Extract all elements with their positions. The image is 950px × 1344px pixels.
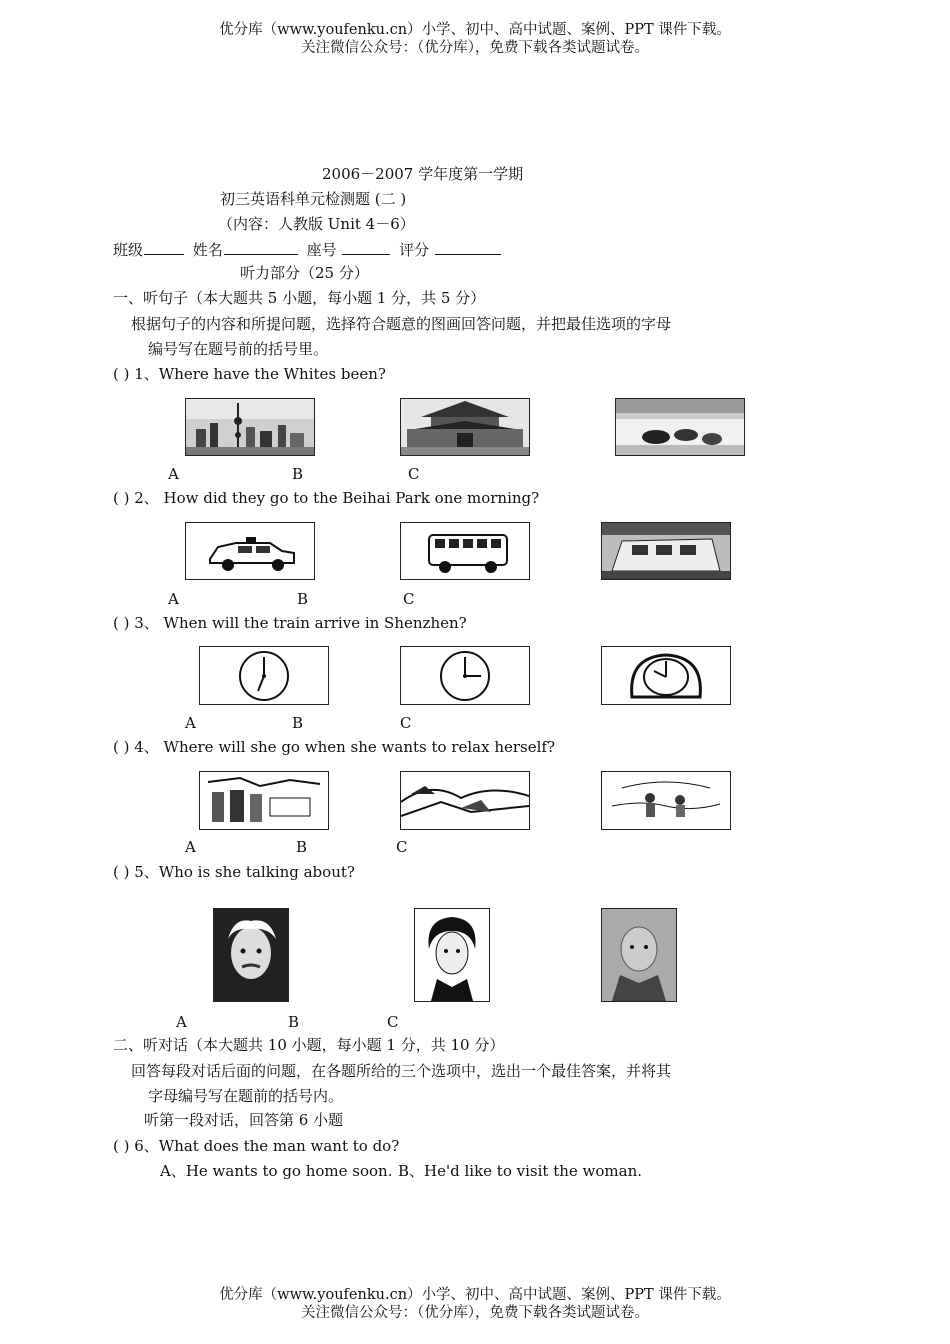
section1-instruction-1: 根据句子的内容和所提问题，选择符合题意的图画回答问题，并把最佳选项的字母 <box>131 315 672 333</box>
q4-option-c-beach-image <box>601 771 731 830</box>
q5-option-b-portrait-image <box>414 908 490 1002</box>
exam-year-title: 2006－2007 学年度第一学期 <box>322 165 524 183</box>
q2-option-b-label: B <box>297 590 309 608</box>
q2-option-c-label: C <box>403 590 415 608</box>
section2-instruction-1: 回答每段对话后面的问题，在各题所给的三个选项中，选出一个最佳答案，并将其 <box>131 1062 672 1080</box>
q1-option-b-tiananmen-image <box>400 398 530 456</box>
q2-option-a-label: A <box>168 590 179 608</box>
q5-option-c-portrait-image <box>601 908 677 1002</box>
q6-option-a: A、He wants to go home soon. <box>160 1162 393 1180</box>
q6-option-b: B、He'd like to visit the woman. <box>398 1162 642 1180</box>
q1-option-a-label: A <box>168 465 179 483</box>
q5-option-a-portrait-image <box>213 908 289 1002</box>
class-label: 班级 <box>113 241 144 259</box>
exam-subject-title: 初三英语科单元检测题 (二 ) <box>220 190 407 208</box>
seat-blank[interactable] <box>342 239 390 255</box>
q3-option-a-clock-image <box>199 646 329 705</box>
question-5: ( ) 5、Who is she talking about? <box>113 863 355 881</box>
student-info-row <box>113 239 505 260</box>
name-label: 姓名 <box>192 241 223 259</box>
question-4: ( ) 4、 Where will she go when she wants to relax herself? <box>113 738 555 756</box>
section2-heading: 二、听对话（本大题共 10 小题，每小题 1 分，共 10 分） <box>113 1036 505 1054</box>
q1-option-c-label: C <box>408 465 420 483</box>
page-footer-line-1: 优分库（www.youfenku.cn）小学、初中、高中试题、案例、PPT 课件下载。 <box>219 1287 731 1303</box>
score-blank[interactable] <box>435 239 501 255</box>
seat-label: 座号 <box>306 241 337 259</box>
name-blank[interactable] <box>224 239 298 255</box>
q4-option-a-museum-image <box>199 771 329 830</box>
q5-option-c-label: C <box>387 1013 399 1031</box>
question-3: ( ) 3、 When will the train arrive in Shenzhen? <box>113 614 467 632</box>
page-header-line-1: 优分库（www.youfenku.cn）小学、初中、高中试题、案例、PPT 课件下载。 <box>219 22 731 38</box>
page-footer-line-2: 关注微信公众号：（优分库），免费下载各类试题试卷。 <box>301 1305 649 1321</box>
question-2: ( ) 2、 How did they go to the Beihai Park one morning? <box>113 489 540 507</box>
q1-option-b-label: B <box>292 465 304 483</box>
q3-option-c-label: C <box>400 714 412 732</box>
q5-option-b-label: B <box>288 1013 300 1031</box>
q2-option-c-subway-train-image <box>601 522 731 580</box>
question-1: ( ) 1、Where have the Whites been? <box>113 365 386 383</box>
q3-option-c-alarm-clock-image <box>601 646 731 705</box>
score-label: 评分 <box>399 241 430 259</box>
section2-instruction-2: 字母编号写在题前的括号内。 <box>148 1087 344 1105</box>
page-header-line-2: 关注微信公众号：（优分库），免费下载各类试题试卷。 <box>301 40 649 56</box>
q1-option-c-grassland-image <box>615 398 745 456</box>
exam-content-title: （内容：人教版 Unit 4－6） <box>218 215 415 233</box>
q5-option-a-label: A <box>176 1013 187 1031</box>
q4-option-a-label: A <box>185 838 196 856</box>
q4-option-b-mountains-image <box>400 771 530 830</box>
class-blank[interactable] <box>144 239 184 255</box>
q2-option-a-taxi-image <box>185 522 315 580</box>
section1-heading: 一、听句子（本大题共 5 小题，每小题 1 分，共 5 分） <box>113 289 486 307</box>
q4-option-b-label: B <box>296 838 308 856</box>
q1-option-a-city-skyline-image <box>185 398 315 456</box>
q3-option-a-label: A <box>185 714 196 732</box>
section1-instruction-2: 编号写在题号前的括号里。 <box>148 340 329 358</box>
q4-option-c-label: C <box>396 838 408 856</box>
q3-option-b-clock-image <box>400 646 530 705</box>
listening-section-title: 听力部分（25 分） <box>240 264 369 282</box>
section2-sub-instruction: 听第一段对话，回答第 6 小题 <box>144 1111 344 1129</box>
q2-option-b-bus-image <box>400 522 530 580</box>
question-6: ( ) 6、What does the man want to do? <box>113 1137 400 1155</box>
q3-option-b-label: B <box>292 714 304 732</box>
